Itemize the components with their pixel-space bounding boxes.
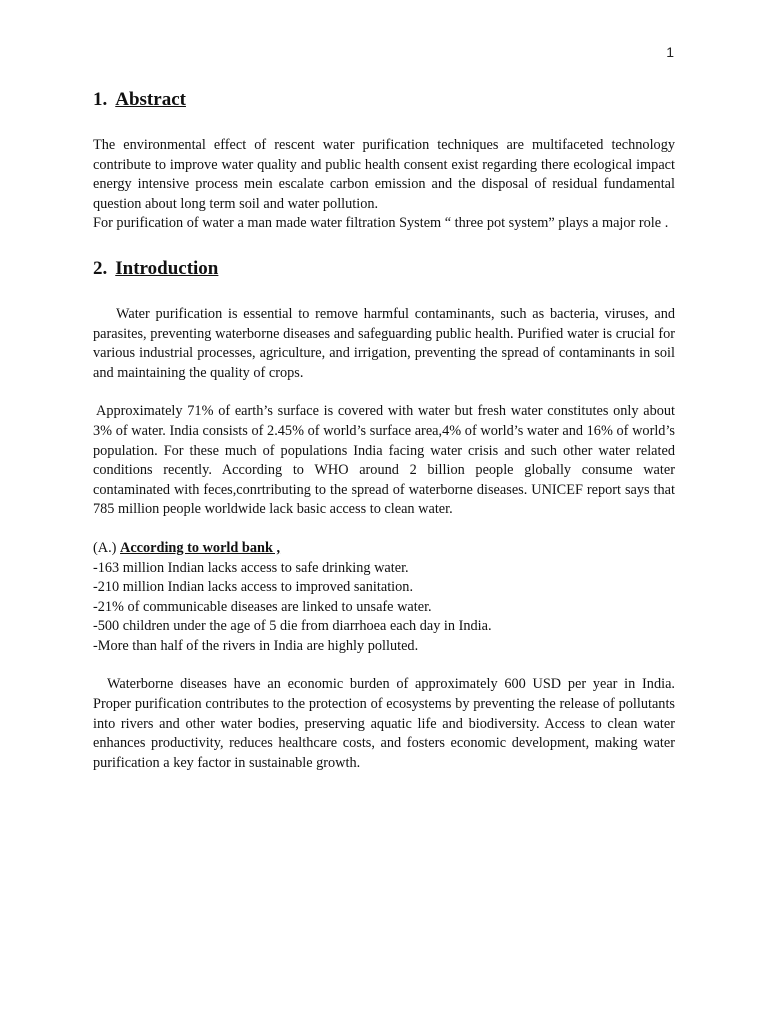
list-item: -500 children under the age of 5 die from diarrhoea each day in India. [93,618,492,635]
document-body [93,86,675,773]
list-item: -More than half of the rivers in India are highly polluted. [93,637,419,654]
introduction-heading [93,255,675,283]
list-item: -163 million Indian lacks access to safe drinking water. [93,559,409,576]
introduction-paragraph-1 [93,305,675,383]
introduction-paragraph-3-text: Waterborne diseases have an economic burden of approximately 600 USD per year in India. Proper purification contributes to the protection of ecosystems by preventing the release of pollutants into rivers and other water bodies, preserving aquatic life and biodiversity. Access to clean water enhances productivity, reduces healthcare costs, and fosters economic development, making water purification a key factor in sustainable growth. [93,676,675,771]
page-number: 1 [666,44,674,60]
introduction-heading-title: Introduction [115,257,219,279]
introduction-heading-number: 2. [93,257,108,279]
world-bank-title: According to world bank , [120,539,281,556]
introduction-paragraph-1-text: Water purification is essential to remove harmful contaminants, such as bacteria, viruses, and parasites, preventing waterborne diseases and safeguarding public health. Purified water is crucial for various industrial processes, agriculture, and irrigation, preventing the spread of contaminants in soil and maintaining the quality of crops. [93,305,675,381]
world-bank-prefix: (A.) [93,539,117,556]
abstract-paragraph-2: For purification of water a man made water filtration System “ three pot system” plays a major role . [93,215,669,232]
abstract-heading-number: 1. [93,89,108,110]
introduction-paragraph-3 [93,675,675,773]
list-item: -210 million Indian lacks access to improved sanitation. [93,579,414,596]
abstract-heading [93,86,675,114]
introduction-paragraph-2-text: Approximately 71% of earth’s surface is covered with water but fresh water constitutes only about 3% of water. India consists of 2.45% of world’s surface area,4% of world’s water and 16% of world’s population. For these much of populations India facing water crisis and such other water related conditions recently. According to WHO around 2 billion people globally consume water contaminated with feces,conrtributing to the spread of waterborne diseases. UNICEF report says that 785 million people worldwide lack basic access to clean water. [93,403,675,518]
world-bank-subheading [93,539,675,559]
abstract-paragraph-1: The environmental effect of rescent water purification techniques are multifaceted technology contribute to improve water quality and public health consent exist regarding there ecological impact energy intensive process mein escalate carbon emission and the disposal of residual fundamental question about long term soil and water pollution. [93,137,675,212]
abstract-heading-title: Abstract [115,89,186,110]
introduction-paragraph-2 [93,402,675,520]
list-item: -21% of communicable diseases are linked to unsafe water. [93,598,432,615]
